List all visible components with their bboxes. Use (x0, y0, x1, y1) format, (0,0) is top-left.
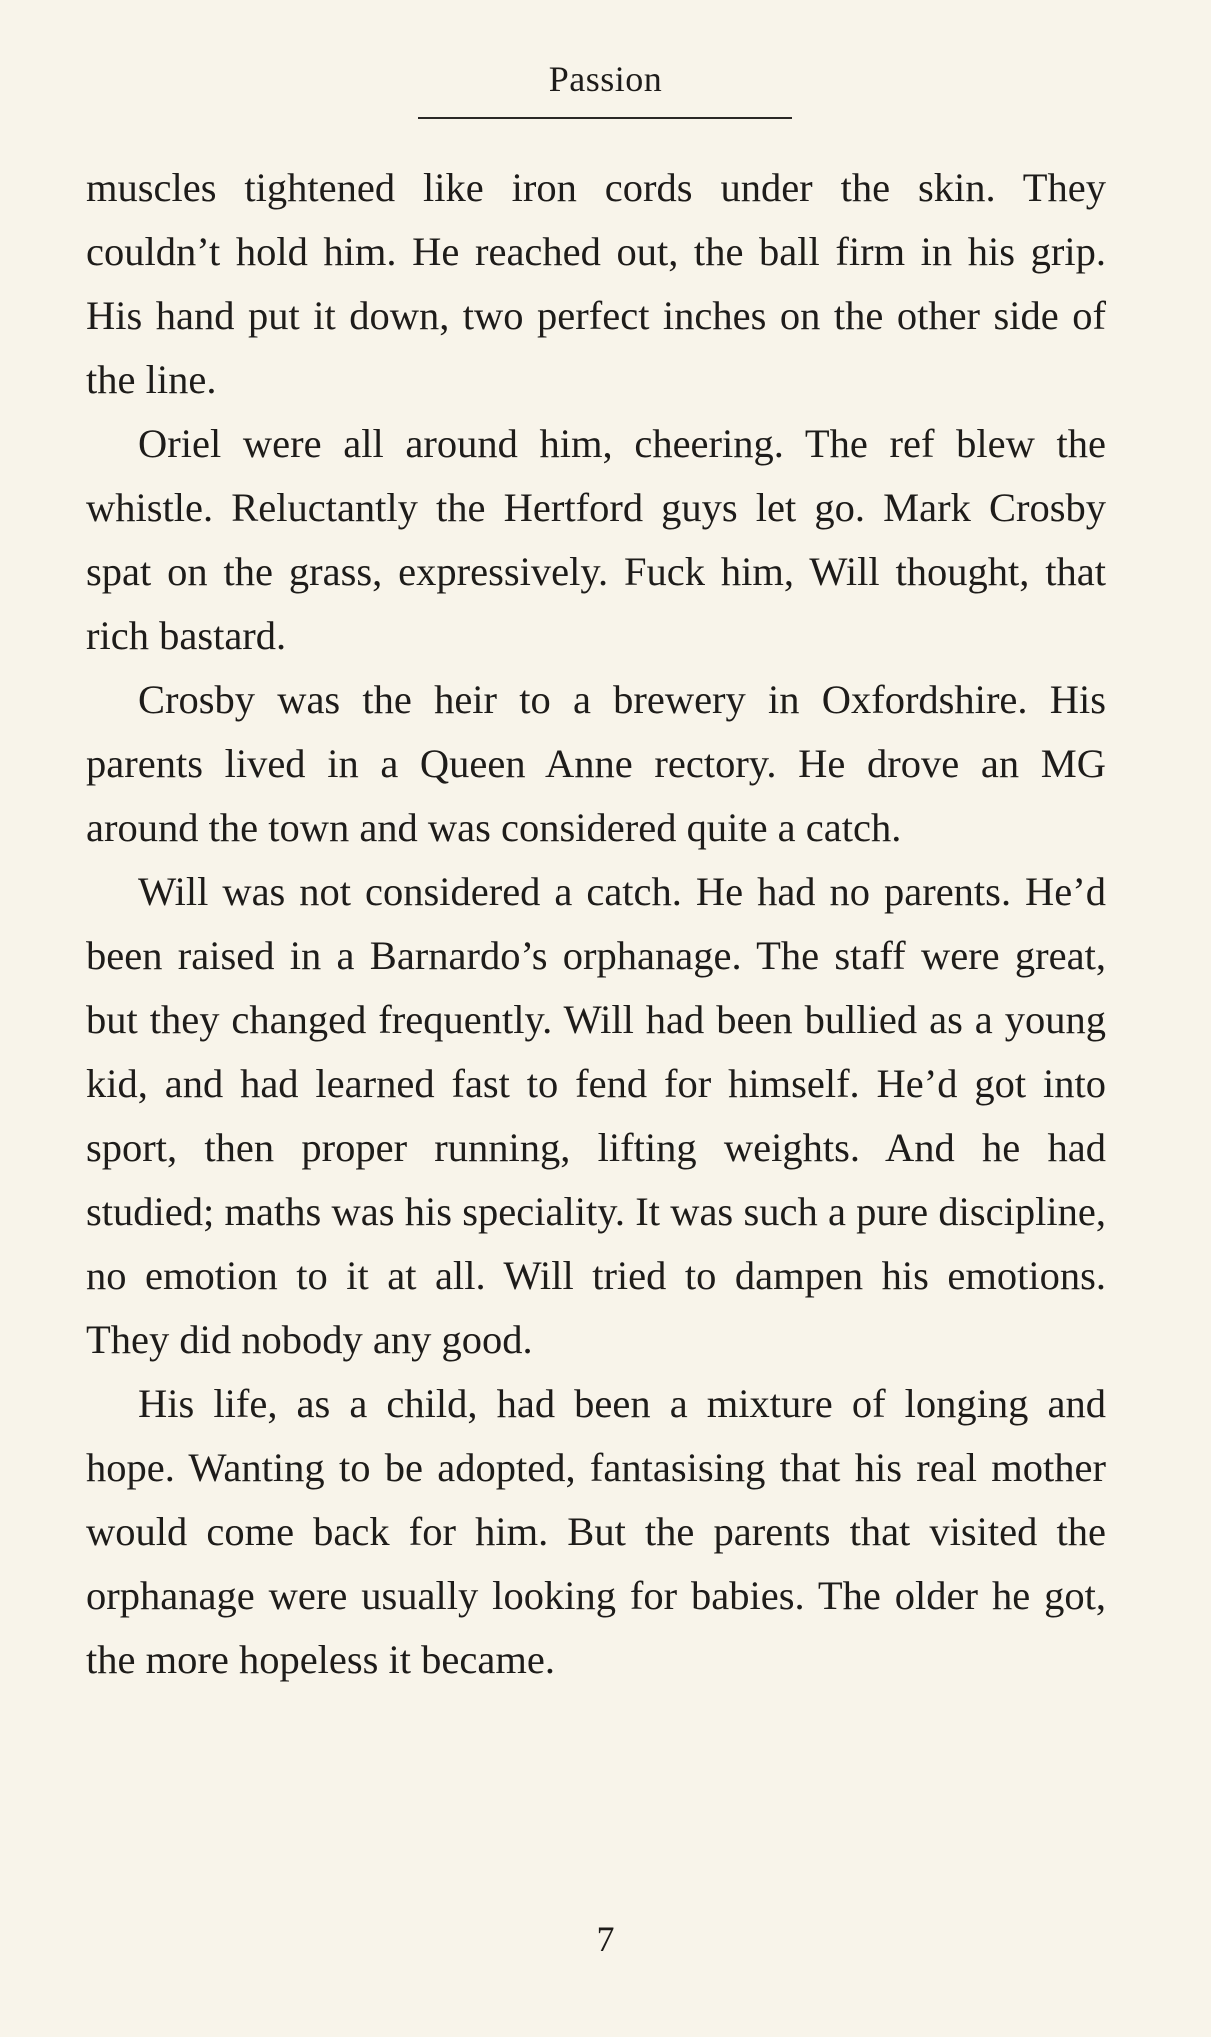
paragraph: Will was not considered a catch. He had no parents. He’d been raised in a Barnardo’s orphanage. The staff were great, but they changed frequently. Will had been bullied as a young kid, and had learned fast to fend for himself. He’d got into sport, then proper running, lifting weights. And he had studied; maths was his speciality. It was such a pure discipline, no emotion to it at all. Will tried to dampen his emotions. They did nobody any good. (86, 869, 1106, 1362)
paragraph: Oriel were all around him, cheering. The ref blew the whistle. Reluctantly the Hertford guys let go. Mark Crosby spat on the grass, expressively. Fuck him, Will thought, that rich bastard. (86, 421, 1106, 658)
paragraph: muscles tightened like iron cords under the skin. They couldn’t hold him. He reached out, the ball firm in his grip. His hand put it down, two perfect inches on the other side of the line. (86, 165, 1106, 402)
running-head: Passion (548, 59, 663, 99)
page-number: 7 (596, 1919, 615, 1959)
body-text (86, 156, 1106, 1692)
paragraph: His life, as a child, had been a mixture of longing and hope. Wanting to be adopted, fantasising that his real mother would come back for him. But the parents that visited the orphanage were usually looking for babies. The older he got, the more hopeless it became. (86, 1381, 1106, 1682)
paragraph: Crosby was the heir to a brewery in Oxfordshire. His parents lived in a Queen Anne rectory. He drove an MG around the town and was considered quite a catch. (86, 677, 1106, 850)
header-rule (418, 117, 792, 119)
